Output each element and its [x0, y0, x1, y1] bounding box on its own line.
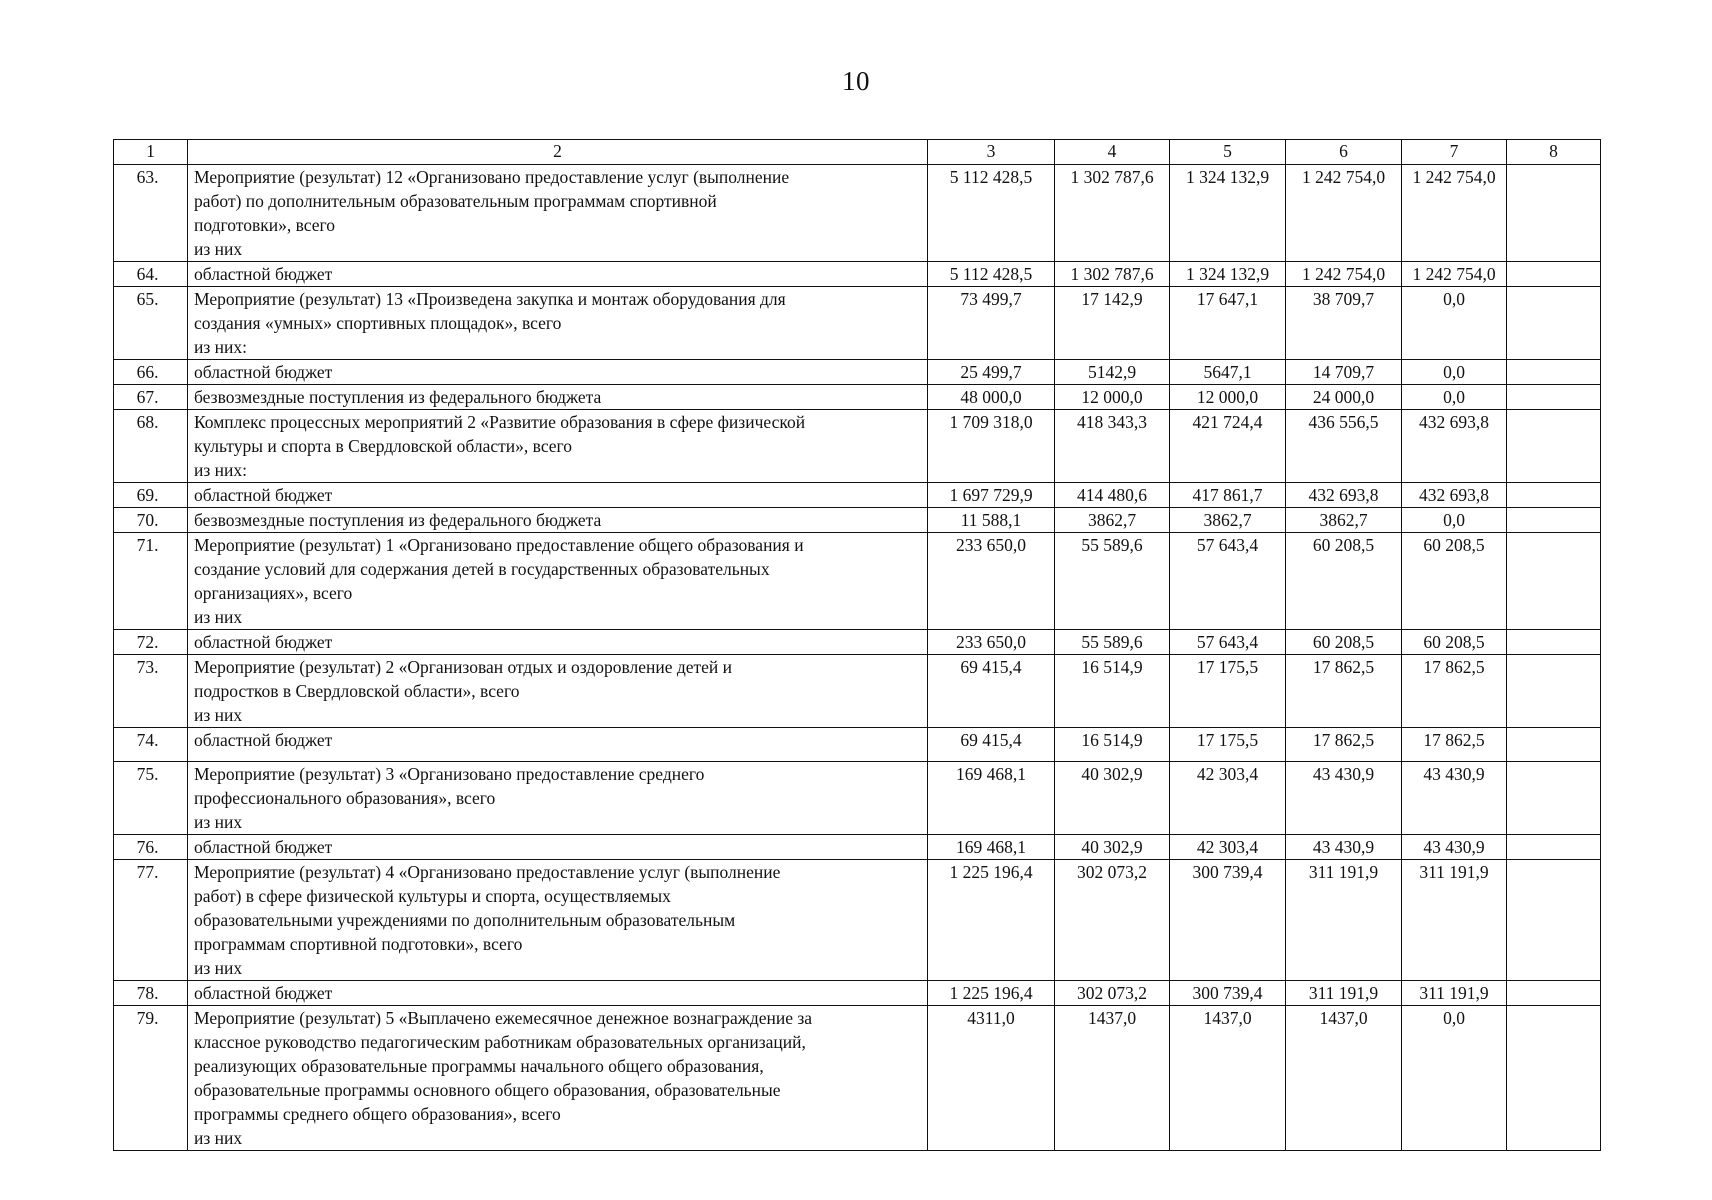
value-cell-8	[1507, 360, 1601, 385]
row-number: 63.	[114, 165, 188, 262]
description-line: реализующих образовательные программы начального общего образования,	[194, 1056, 764, 1076]
row-number: 79.	[114, 1006, 188, 1151]
table-row	[114, 728, 1601, 762]
row-number: 78.	[114, 981, 188, 1006]
table-row	[114, 762, 1601, 835]
row-description	[188, 385, 928, 410]
value-cell-4: 1437,0	[1055, 1006, 1170, 1151]
row-description	[188, 981, 928, 1006]
value-cell-5: 421 724,4	[1170, 410, 1286, 483]
table-row	[114, 385, 1601, 410]
value-cell-5: 17 175,5	[1170, 728, 1286, 762]
description-line: из них	[194, 958, 243, 978]
value-cell-4: 40 302,9	[1055, 762, 1170, 835]
value-cell-4: 17 142,9	[1055, 287, 1170, 360]
value-cell-5: 57 643,4	[1170, 630, 1286, 655]
value-cell-7: 0,0	[1402, 360, 1507, 385]
page-number: 10	[842, 66, 870, 96]
column-header: 5	[1170, 140, 1286, 165]
value-cell-4: 16 514,9	[1055, 655, 1170, 728]
description-line: создание условий для содержания детей в государственных образовательных	[194, 559, 770, 579]
value-cell-6: 3862,7	[1286, 508, 1402, 533]
value-cell-4: 55 589,6	[1055, 630, 1170, 655]
description-line: областной бюджет	[194, 730, 333, 750]
value-cell-8	[1507, 762, 1601, 835]
table-row	[114, 655, 1601, 728]
column-header: 7	[1402, 140, 1507, 165]
row-number: 66.	[114, 360, 188, 385]
value-cell-8	[1507, 728, 1601, 762]
value-cell-5: 17 175,5	[1170, 655, 1286, 728]
description-line: безвозмездные поступления из федерального бюджета	[194, 387, 602, 407]
table-row	[114, 630, 1601, 655]
description-line: подростков в Свердловской области», всего	[194, 681, 520, 701]
row-description	[188, 860, 928, 981]
row-number: 73.	[114, 655, 188, 728]
value-cell-3: 169 468,1	[928, 835, 1055, 860]
description-line: Комплекс процессных мероприятий 2 «Развитие образования в сфере физической	[194, 412, 806, 432]
row-number: 76.	[114, 835, 188, 860]
description-line: классное руководство педагогическим работникам образовательных организаций,	[194, 1032, 806, 1052]
value-cell-8	[1507, 165, 1601, 262]
value-cell-7: 311 191,9	[1402, 860, 1507, 981]
row-description	[188, 1006, 928, 1151]
value-cell-4: 12 000,0	[1055, 385, 1170, 410]
value-cell-3: 73 499,7	[928, 287, 1055, 360]
value-cell-4: 418 343,3	[1055, 410, 1170, 483]
row-description	[188, 630, 928, 655]
value-cell-6: 43 430,9	[1286, 835, 1402, 860]
row-description	[188, 655, 928, 728]
description-line: областной бюджет	[194, 264, 333, 284]
value-cell-7: 1 242 754,0	[1402, 262, 1507, 287]
value-cell-3: 48 000,0	[928, 385, 1055, 410]
description-line: организациях», всего	[194, 583, 353, 603]
value-cell-8	[1507, 860, 1601, 981]
table-row	[114, 835, 1601, 860]
value-cell-6: 1437,0	[1286, 1006, 1402, 1151]
value-cell-8	[1507, 508, 1601, 533]
description-line: Мероприятие (результат) 5 «Выплачено ежемесячное денежное вознаграждение за	[194, 1008, 813, 1028]
row-description	[188, 762, 928, 835]
table-row	[114, 360, 1601, 385]
value-cell-5: 5647,1	[1170, 360, 1286, 385]
value-cell-7: 311 191,9	[1402, 981, 1507, 1006]
value-cell-3: 1 225 196,4	[928, 981, 1055, 1006]
description-line: из них	[194, 239, 243, 259]
value-cell-6: 38 709,7	[1286, 287, 1402, 360]
value-cell-6: 17 862,5	[1286, 655, 1402, 728]
description-line: Мероприятие (результат) 1 «Организовано предоставление общего образования и	[194, 535, 804, 555]
table-row	[114, 533, 1601, 630]
value-cell-8	[1507, 981, 1601, 1006]
value-cell-6: 1 242 754,0	[1286, 262, 1402, 287]
description-line: из них	[194, 705, 243, 725]
value-cell-5: 57 643,4	[1170, 533, 1286, 630]
value-cell-3: 1 697 729,9	[928, 483, 1055, 508]
description-line: областной бюджет	[194, 362, 333, 382]
row-number: 67.	[114, 385, 188, 410]
table-row	[114, 287, 1601, 360]
description-line: из них	[194, 607, 243, 627]
value-cell-5: 17 647,1	[1170, 287, 1286, 360]
description-line: областной бюджет	[194, 485, 333, 505]
value-cell-4: 414 480,6	[1055, 483, 1170, 508]
description-line: из них	[194, 812, 243, 832]
value-cell-5: 1 324 132,9	[1170, 165, 1286, 262]
description-line: программам спортивной подготовки», всего	[194, 934, 523, 954]
value-cell-7: 17 862,5	[1402, 655, 1507, 728]
value-cell-3: 169 468,1	[928, 762, 1055, 835]
row-description	[188, 728, 928, 762]
description-line: подготовки», всего	[194, 215, 335, 235]
value-cell-4: 1 302 787,6	[1055, 165, 1170, 262]
value-cell-3: 4311,0	[928, 1006, 1055, 1151]
description-line: областной бюджет	[194, 632, 333, 652]
value-cell-7: 0,0	[1402, 287, 1507, 360]
value-cell-7: 17 862,5	[1402, 728, 1507, 762]
value-cell-6: 17 862,5	[1286, 728, 1402, 762]
description-line: профессионального образования», всего	[194, 788, 496, 808]
value-cell-3: 5 112 428,5	[928, 262, 1055, 287]
row-number: 68.	[114, 410, 188, 483]
value-cell-5: 3862,7	[1170, 508, 1286, 533]
description-line: Мероприятие (результат) 3 «Организовано предоставление среднего	[194, 764, 705, 784]
row-description	[188, 835, 928, 860]
description-line: областной бюджет	[194, 983, 333, 1003]
row-number: 64.	[114, 262, 188, 287]
row-number: 71.	[114, 533, 188, 630]
value-cell-6: 24 000,0	[1286, 385, 1402, 410]
value-cell-8	[1507, 385, 1601, 410]
value-cell-7: 0,0	[1402, 1006, 1507, 1151]
value-cell-4: 16 514,9	[1055, 728, 1170, 762]
value-cell-4: 40 302,9	[1055, 835, 1170, 860]
description-line: образовательные программы основного общего образования, образовательные	[194, 1080, 781, 1100]
value-cell-8	[1507, 1006, 1601, 1151]
column-header: 1	[114, 140, 188, 165]
table-row	[114, 483, 1601, 508]
table-row	[114, 262, 1601, 287]
value-cell-6: 60 208,5	[1286, 630, 1402, 655]
value-cell-3: 69 415,4	[928, 728, 1055, 762]
value-cell-5: 417 861,7	[1170, 483, 1286, 508]
row-number: 77.	[114, 860, 188, 981]
value-cell-8	[1507, 287, 1601, 360]
value-cell-4: 302 073,2	[1055, 981, 1170, 1006]
description-line: культуры и спорта в Свердловской области», всего	[194, 436, 573, 456]
value-cell-7: 432 693,8	[1402, 483, 1507, 508]
row-description	[188, 360, 928, 385]
value-cell-6: 1 242 754,0	[1286, 165, 1402, 262]
table-row	[114, 1006, 1601, 1151]
value-cell-4: 1 302 787,6	[1055, 262, 1170, 287]
value-cell-5: 42 303,4	[1170, 762, 1286, 835]
description-line: создания «умных» спортивных площадок», всего	[194, 313, 562, 333]
table-row	[114, 981, 1601, 1006]
table-row	[114, 165, 1601, 262]
value-cell-8	[1507, 835, 1601, 860]
value-cell-6: 432 693,8	[1286, 483, 1402, 508]
value-cell-4: 5142,9	[1055, 360, 1170, 385]
row-description	[188, 483, 928, 508]
budget-table	[113, 139, 1601, 1151]
value-cell-7: 1 242 754,0	[1402, 165, 1507, 262]
row-number: 72.	[114, 630, 188, 655]
row-description	[188, 165, 928, 262]
description-line: Мероприятие (результат) 13 «Произведена закупка и монтаж оборудования для	[194, 289, 786, 309]
row-number: 65.	[114, 287, 188, 360]
value-cell-7: 43 430,9	[1402, 835, 1507, 860]
value-cell-3: 5 112 428,5	[928, 165, 1055, 262]
value-cell-6: 14 709,7	[1286, 360, 1402, 385]
row-number: 69.	[114, 483, 188, 508]
description-line: безвозмездные поступления из федерального бюджета	[194, 510, 602, 530]
value-cell-6: 311 191,9	[1286, 981, 1402, 1006]
value-cell-5: 1437,0	[1170, 1006, 1286, 1151]
row-number: 70.	[114, 508, 188, 533]
value-cell-5: 42 303,4	[1170, 835, 1286, 860]
value-cell-7: 432 693,8	[1402, 410, 1507, 483]
column-header: 4	[1055, 140, 1170, 165]
table-row	[114, 508, 1601, 533]
row-description	[188, 508, 928, 533]
value-cell-8	[1507, 262, 1601, 287]
value-cell-8	[1507, 630, 1601, 655]
value-cell-4: 55 589,6	[1055, 533, 1170, 630]
column-header: 2	[188, 140, 928, 165]
description-line: образовательными учреждениями по дополнительным образовательным	[194, 910, 736, 930]
description-line: работ) в сфере физической культуры и спорта, осуществляемых	[194, 886, 671, 906]
value-cell-7: 0,0	[1402, 508, 1507, 533]
column-number-row	[114, 140, 1601, 165]
value-cell-7: 60 208,5	[1402, 630, 1507, 655]
row-description	[188, 533, 928, 630]
column-header: 3	[928, 140, 1055, 165]
row-description	[188, 410, 928, 483]
column-header: 8	[1507, 140, 1601, 165]
row-description	[188, 287, 928, 360]
table-body	[114, 165, 1601, 1151]
value-cell-8	[1507, 655, 1601, 728]
value-cell-4: 302 073,2	[1055, 860, 1170, 981]
value-cell-8	[1507, 483, 1601, 508]
value-cell-5: 12 000,0	[1170, 385, 1286, 410]
description-line: работ) по дополнительным образовательным программам спортивной	[194, 191, 717, 211]
value-cell-6: 436 556,5	[1286, 410, 1402, 483]
value-cell-7: 43 430,9	[1402, 762, 1507, 835]
table-row	[114, 860, 1601, 981]
row-number: 75.	[114, 762, 188, 835]
value-cell-6: 43 430,9	[1286, 762, 1402, 835]
row-description	[188, 262, 928, 287]
value-cell-3: 1 225 196,4	[928, 860, 1055, 981]
value-cell-5: 300 739,4	[1170, 860, 1286, 981]
value-cell-3: 25 499,7	[928, 360, 1055, 385]
column-header: 6	[1286, 140, 1402, 165]
description-line: Мероприятие (результат) 4 «Организовано предоставление услуг (выполнение	[194, 862, 781, 882]
value-cell-7: 60 208,5	[1402, 533, 1507, 630]
description-line: Мероприятие (результат) 2 «Организован отдых и оздоровление детей и	[194, 657, 733, 677]
value-cell-3: 1 709 318,0	[928, 410, 1055, 483]
description-line: областной бюджет	[194, 837, 333, 857]
description-line: из них	[194, 1128, 243, 1148]
description-line: из них:	[194, 337, 247, 357]
value-cell-5: 1 324 132,9	[1170, 262, 1286, 287]
row-number: 74.	[114, 728, 188, 762]
value-cell-8	[1507, 533, 1601, 630]
value-cell-7: 0,0	[1402, 385, 1507, 410]
value-cell-3: 233 650,0	[928, 533, 1055, 630]
value-cell-4: 3862,7	[1055, 508, 1170, 533]
description-line: из них:	[194, 460, 247, 480]
value-cell-6: 311 191,9	[1286, 860, 1402, 981]
value-cell-3: 11 588,1	[928, 508, 1055, 533]
value-cell-3: 233 650,0	[928, 630, 1055, 655]
description-line: программы среднего общего образования», всего	[194, 1104, 561, 1124]
value-cell-3: 69 415,4	[928, 655, 1055, 728]
value-cell-6: 60 208,5	[1286, 533, 1402, 630]
table-row	[114, 410, 1601, 483]
value-cell-5: 300 739,4	[1170, 981, 1286, 1006]
description-line: Мероприятие (результат) 12 «Организовано предоставление услуг (выполнение	[194, 167, 790, 187]
value-cell-8	[1507, 410, 1601, 483]
